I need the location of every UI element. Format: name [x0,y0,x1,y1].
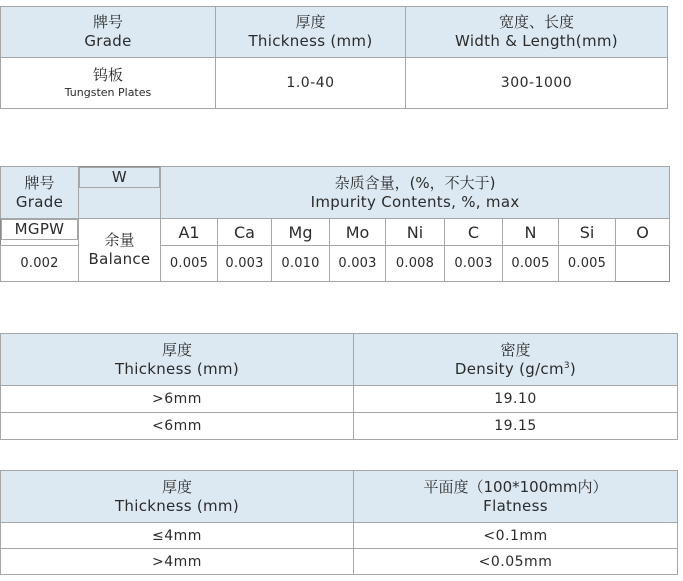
grade-header-cell [1,7,216,58]
product-name-cell [1,58,216,109]
thickness-value: >6mm [1,386,354,413]
thickness-value: ≤4mm [1,523,354,549]
thickness-header-en: Thickness (mm) [114,359,240,378]
flatness-row [1,523,678,549]
thickness-header-en: Thickness (mm) [114,496,240,515]
size-range-value: 300-1000 [406,58,668,109]
impurity-value: 0.005 [161,246,218,282]
density-table [0,333,678,440]
density-row [1,386,678,413]
impurity-value: 0.003 [330,246,386,282]
element-label: Mo [330,219,386,246]
size-header-en: Width & Length(mm) [455,32,618,50]
grade-value: MGPW [1,219,78,240]
size-header-cell [406,7,668,58]
density-header-en [354,360,677,379]
flatness-header-row [1,471,678,523]
thickness-value: >4mm [1,549,354,575]
flatness-value: <0.1mm [354,523,678,549]
thickness-range-value: 1.0-40 [216,58,406,109]
product-name-cn: 钨板 [92,66,123,84]
flatness-value: <0.05mm [354,549,678,575]
balance-cn: 余量 [104,231,135,249]
thickness-header-en: Thickness (mm) [248,32,373,50]
density-unit-text: Density (g/cm [454,359,564,378]
size-spec-table [0,6,668,109]
flatness-header-en: Flatness [483,496,548,515]
size-spec-row [1,58,668,109]
w-header: W [79,167,160,188]
impurity-header-cell [161,167,670,219]
density-value: 19.15 [354,413,678,440]
grade-header-en: Grade [84,32,132,50]
thickness-header-cell [1,334,354,386]
impurity-header-en: Impurity Contents, %, max [310,192,520,211]
thickness-header-cn: 厚度 [161,340,192,359]
product-name-en: Tungsten Plates [64,86,152,99]
grade-header-en: Grade [15,192,64,211]
balance-en: Balance [88,250,151,268]
impurity-value: 0.003 [218,246,272,282]
density-row [1,413,678,440]
impurity-value: 0.005 [559,246,616,282]
thickness-header-cell [1,471,354,523]
element-label: Mg [272,219,330,246]
grade-header-cn: 牌号 [92,13,123,31]
impurity-value: 0.003 [445,246,503,282]
thickness-value: <6mm [1,413,354,440]
flatness-header-cell [354,471,678,523]
element-label: A1 [161,219,218,246]
grade-header-cn: 牌号 [24,173,55,192]
density-header-cn: 密度 [500,340,531,359]
grade-header-cell [1,167,79,219]
impurity-value: 0.002 [1,246,79,282]
flatness-table [0,470,678,575]
flatness-header-cn: 平面度（100*100mm内） [423,477,608,496]
thickness-header-cn: 厚度 [295,13,326,31]
impurity-value: 0.005 [503,246,559,282]
size-header-cn: 宽度、长度 [498,13,574,31]
impurity-table [0,166,670,282]
impurity-value: 0.010 [272,246,330,282]
thickness-header-cn: 厚度 [161,477,192,496]
density-header-cell [354,334,678,386]
impurity-value: 0.008 [386,246,445,282]
thickness-header-cell [216,7,406,58]
density-header-row [1,334,678,386]
impurity-header-row [1,167,670,219]
element-label: Si [559,219,616,246]
flatness-row [1,549,678,575]
element-label: O [616,219,670,246]
element-row [1,219,670,246]
impurity-header-cn: 杂质含量，(%，不大于) [334,173,496,192]
density-value: 19.10 [354,386,678,413]
balance-cell [79,219,161,282]
density-unit-close: ) [569,359,577,378]
element-label: N [503,219,559,246]
element-label: Ni [386,219,445,246]
density-unit-exponent: 3 [563,360,570,371]
element-label: Ca [218,219,272,246]
size-spec-header-row [1,7,668,58]
element-label: C [445,219,503,246]
